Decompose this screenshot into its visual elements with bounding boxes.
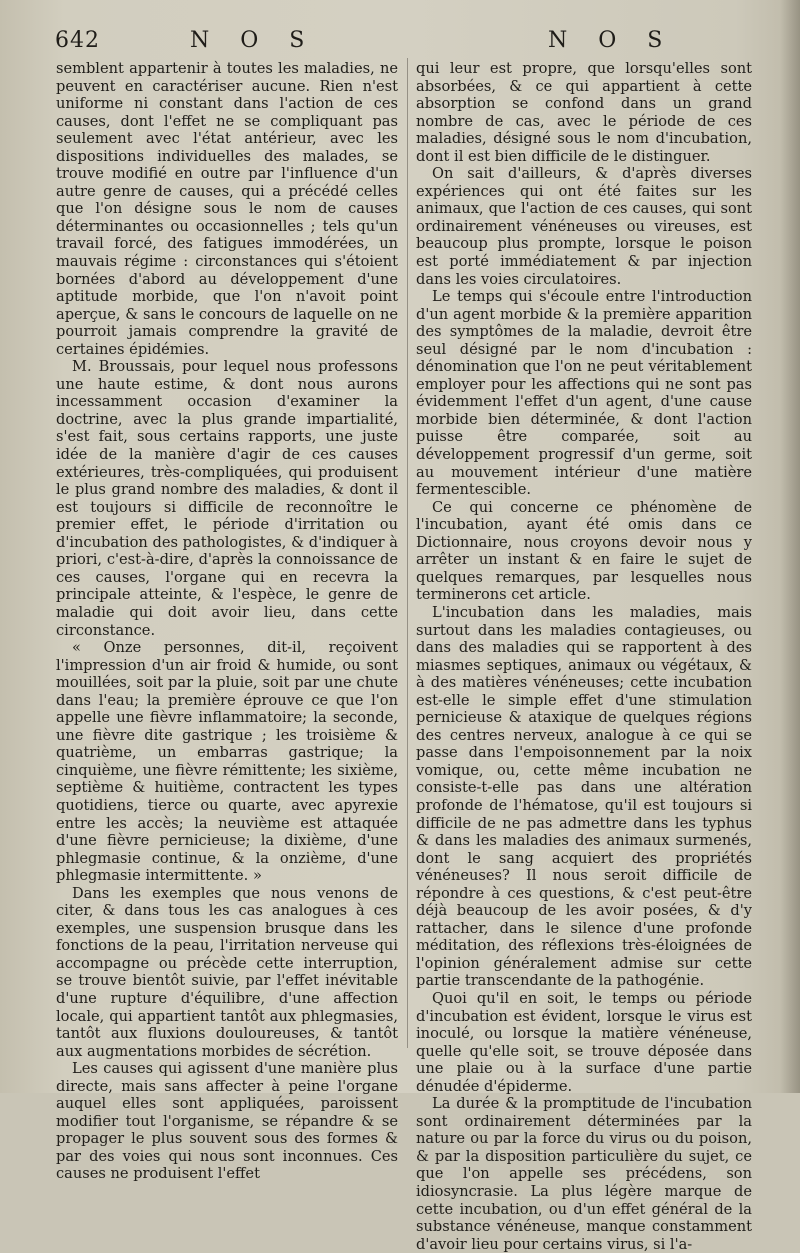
paragraph: L'incubation dans les maladies, mais surtout dans les maladies contagieuses, ou dans des maladies qui se rapportent à des miasmes septiques, animaux ou végétaux, & à des matières vénéneuses; cette incubation est-elle le simple effet d'une stimulation pernicieuse & ataxique de quelques régions des centres nerveux, analogue à ce qui se passe dans l'empoisonnement par la noix vomique, ou, cette même incubation ne consiste-t-elle pas dans une altération profonde de l'hématose, qu'il est toujours si difficile de ne pas admettre dans les typhus & dans les maladies des animaux surmenés, dont le sang acquiert des propriétés vénéneuses? Il nous seroit difficile de répondre à ces questions, & c'est peut-être déjà beaucoup de les avoir posées, & d'y rattacher, dans le silence d'une profonde méditation, des réflexions très-éloignées de l'opinion généralement admise sur cette partie transcendante de la pathogénie. [416, 603, 752, 990]
page-number: 642 [55, 28, 100, 53]
paragraph: semblent appartenir à toutes les maladies, ne peuvent en caractériser aucune. Rien n'est uniforme ni constant dans l'action de ces causes, dont l'effet ne se compliquant pas seulement avec l'état antérieur, avec les dispositions individuelles des malades, se trouve modifié en outre par l'influence d'un autre genre de causes, qui a précédé celles que l'on désigne sous le nom de causes déterminantes ou occasionnelles ; tels qu'un travail forcé, des fatigues immodérées, un mauvais régime : circonstances qui s'étoient bornées d'abord au développement d'une aptitude morbide, que l'on n'avoit point aperçue, & sans le concours de laquelle on ne pourroit jamais comprendre la gravité de certaines épidémies. [56, 60, 398, 358]
paragraph: Les causes qui agissent d'une manière plus directe, mais sans affecter à peine l'organe auquel elles sont appliquées, paroissent modifier tout l'organisme, se répandre & se propager le plus souvent sous des formes & par des voies qui nous sont inconnues. Ces causes ne produisent l'effet [56, 1060, 398, 1183]
paragraph: Quoi qu'il en soit, le temps ou période d'incubation est évident, lorsque le virus est inoculé, ou lorsque la matière vénéneuse, quelle qu'elle soit, se trouve déposée dans une plaie ou à la surface d'une partie dénudée d'épiderme. [416, 989, 752, 1095]
paragraph: qui leur est propre, que lorsqu'elles sont absorbées, & ce qui appartient à cette absorption se confond dans un grand nombre de cas, avec le période de ces maladies, désigné sous le nom d'incubation, dont il est bien difficile de le distinguer. [416, 60, 752, 165]
running-head-right: N O S [548, 28, 675, 53]
paragraph: La durée & la promptitude de l'incubation sont ordinairement déterminées par la nature ou par la force du virus ou du poison, & par la disposition particulière du sujet, ce que l'on appelle ses précédens, son idiosyncrasie. La plus légère marque de cette incubation, ou d'un effet général de la substance vénéneuse, manque constamment d'avoir lieu pour certains virus, si l'a- [416, 1095, 752, 1253]
quotation-paragraph: « Onze personnes, dit-il, reçoivent l'impression d'un air froid & humide, ou sont mouillées, soit par la pluie, soit par une chute dans l'eau; la première éprouve ce que l'on appelle une fièvre inflammatoire; la seconde, une fièvre dite gastrique ; les troisième & quatrième, un embarras gastrique; la cinquième, une fièvre rémittente; les sixième, septième & huitième, contractent les types quotidiens, tierce ou quarte, avec apyrexie entre les accès; la neuvième est attaquée d'une fièvre pernicieuse; la dixième, d'une phlegmasie continue, & la onzième, d'une phlegmasie intermittente. » [56, 639, 398, 885]
page-header [0, 22, 800, 56]
paragraph: Dans les exemples que nous venons de citer, & dans tous les cas analogues à ces exemples, une suspension brusque dans les fonctions de la peau, l'irritation nerveuse qui accompagne ou précède cette interruption, se trouve bientôt suivie, par l'effet inévitable d'une rupture d'équilibre, d'une affection locale, qui appartient tantôt aux phlegmasies, tantôt aux fluxions douloureuses, & tantôt aux augmentations morbides de sécrétion. [56, 884, 398, 1060]
page-fold-shadow [780, 0, 800, 1093]
paragraph: Ce qui concerne ce phénomène de l'incubation, ayant été omis dans ce Dictionnaire, nous croyons devoir nous y arrêter un instant & en faire le sujet de quelques remarques, par lesquelles nous terminerons cet article. [416, 498, 752, 604]
right-column [416, 60, 752, 1253]
paragraph: Le temps qui s'écoule entre l'introduction d'un agent morbide & la première apparition des symptômes de la maladie, devroit être seul désigné par le nom d'incubation : dénomination que l'on ne peut véritablement employer pour les affections qui ne sont pas évidemment l'effet d'un agent, d'une cause morbide bien déterminée, & dont l'action puisse être comparée, soit au développement progressif d'un germe, soit au mouvement intérieur d'une matière fermentescible. [416, 288, 752, 499]
running-head-left: N O S [190, 28, 317, 53]
column-divider [407, 58, 408, 1048]
paragraph: On sait d'ailleurs, & d'après diverses expériences qui ont été faites sur les animaux, que l'action de ces causes, qui sont ordinairement vénéneuses ou vireuses, est beaucoup plus prompte, lorsque le poison est porté immédiatement & par injection dans les voies circulatoires. [416, 165, 752, 288]
paragraph: M. Broussais, pour lequel nous professons une haute estime, & dont nous aurons incessamment occasion d'examiner la doctrine, avec la plus grande impartialité, s'est fait, sous certains rapports, une juste idée de la manière d'agir de ces causes extérieures, très-compliquées, qui produisent le plus grand nombre des maladies, & dont il est toujours si difficile de reconnoître le premier effet, le période d'irritation ou d'incubation des pathologistes, & d'indiquer à priori, c'est-à-dire, d'après la connoissance de ces causes, l'organe qui en recevra la principale atteinte, & l'espèce, le genre de maladie qui doit avoir lieu, dans cette circonstance. [56, 358, 398, 639]
left-column [56, 60, 398, 1183]
